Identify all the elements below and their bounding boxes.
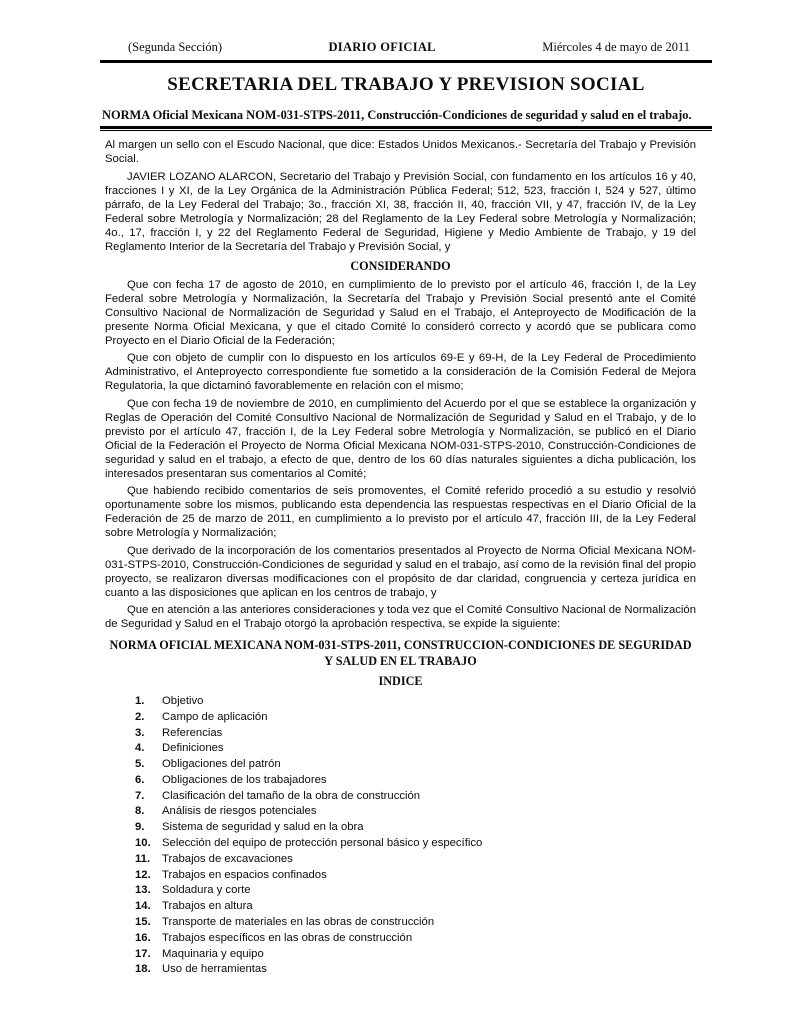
index-item-label: Referencias bbox=[162, 726, 223, 739]
index-item-number: 8. bbox=[135, 805, 145, 818]
index-item-number: 2. bbox=[135, 710, 145, 723]
index-item bbox=[135, 711, 696, 725]
masthead-date: Miércoles 4 de mayo de 2011 bbox=[542, 40, 690, 54]
index-item-label: Objetivo bbox=[162, 695, 204, 707]
index-item bbox=[135, 695, 696, 709]
index-item-number: 16. bbox=[135, 931, 151, 944]
document-body bbox=[100, 138, 712, 977]
masthead-rule bbox=[100, 60, 712, 63]
index-item-number: 7. bbox=[135, 789, 145, 802]
index-item-label: Trabajos de excavaciones bbox=[162, 852, 293, 865]
index-item-number: 6. bbox=[135, 773, 145, 786]
index-item bbox=[135, 742, 696, 756]
index-item-label: Uso de herramientas bbox=[162, 963, 267, 976]
masthead-section-label: (Segunda Sección) bbox=[128, 40, 223, 54]
index-item-label: Sistema de seguridad y salud en la obra bbox=[162, 821, 364, 834]
index-item-label: Transporte de materiales en las obras de construcción bbox=[162, 915, 435, 928]
index-item-number: 12. bbox=[135, 868, 151, 881]
index-item-number: 5. bbox=[135, 758, 145, 771]
indice-heading: INDICE bbox=[378, 674, 423, 688]
index-item-number: 1. bbox=[135, 695, 145, 707]
index-item bbox=[135, 727, 696, 741]
page-title: SECRETARIA DEL TRABAJO Y PREVISION SOCIAL bbox=[167, 74, 645, 95]
index-item-number: 3. bbox=[135, 726, 145, 739]
index-item-number: 4. bbox=[135, 742, 145, 755]
index-item-number: 13. bbox=[135, 884, 151, 897]
index-item-label: Trabajos en altura bbox=[162, 900, 253, 913]
index-item bbox=[135, 932, 696, 946]
index-item-label: Obligaciones del patrón bbox=[162, 758, 281, 771]
considerando-paragraph-5: Que derivado de la incorporación de los comentarios presentados al Proyecto de Norma Oficial Mexicana NOM-031-STPS-2010, Construcción-Condiciones de seguridad y salud en el trabajo, así como de la revisión final del propio proyecto, se realizaron diversas modificaciones con el propósito de dar claridad, congruencia y certeza jurídica en cuanto a las disposiciones que aplican en los centros de trabajo, y bbox=[105, 544, 696, 599]
norma-banner-rule bbox=[100, 126, 712, 131]
index-item bbox=[135, 963, 696, 977]
index-item-label: Obligaciones de los trabajadores bbox=[162, 773, 327, 786]
index-item bbox=[135, 837, 696, 851]
index-item bbox=[135, 774, 696, 788]
index-item bbox=[135, 900, 696, 914]
index-item-label: Maquinaria y equipo bbox=[162, 947, 264, 960]
index-item bbox=[135, 758, 696, 772]
index-item-number: 10. bbox=[135, 837, 151, 850]
index-item-number: 9. bbox=[135, 821, 145, 834]
index-item-label: Análisis de riesgos potenciales bbox=[162, 805, 317, 818]
index-item-number: 15. bbox=[135, 915, 151, 928]
index-item-number: 14. bbox=[135, 900, 151, 913]
index-item-number: 17. bbox=[135, 947, 151, 960]
index-item-label: Campo de aplicación bbox=[162, 710, 268, 723]
index-item bbox=[135, 869, 696, 883]
index-item-label: Soldadura y corte bbox=[162, 884, 251, 897]
index-item bbox=[135, 821, 696, 835]
index-list bbox=[105, 695, 696, 977]
considerando-paragraph-4: Que habiendo recibido comentarios de seis promoventes, el Comité referido procedió a su estudio y resolvió oportunamente sobre los mismos, publicando esta dependencia las respuestas respectivas en el Diario Oficial de la Federación de 25 de marzo de 2011, en cumplimiento a lo previsto por el artículo 47, fracción III, de la Ley Federal sobre Metrología y Normalización; bbox=[105, 485, 696, 539]
margin-note-paragraph: Al margen un sello con el Escudo Nacional, que dice: Estados Unidos Mexicanos.- Secretaría del Trabajo y Previsión Social. bbox=[105, 139, 696, 165]
considerando-paragraph-6: Que en atención a las anteriores consideraciones y toda vez que el Comité Consultivo Nacional de Normalización de Seguridad y Salud en el Trabajo otorgó la aprobación respectiva, se expide la siguiente: bbox=[105, 604, 696, 630]
index-item-label: Trabajos específicos en las obras de construcción bbox=[162, 931, 413, 944]
considerando-paragraph-2: Que con objeto de cumplir con lo dispuesto en los artículos 69-E y 69-H, de la Ley Federal de Procedimiento Administrativo, el Anteproyecto correspondiente fue sometido a la consideración de la Comisión Federal de Mejora Regulatoria, la que dictaminó favorablemente en relación con el mismo; bbox=[105, 352, 696, 392]
masthead bbox=[100, 40, 712, 55]
content-column bbox=[100, 40, 712, 979]
considerando-paragraph-1: Que con fecha 17 de agosto de 2010, en cumplimiento de lo previsto por el artículo 46, fracción I, de la Ley Federal sobre Metrología y Normalización, la Secretaría del Trabajo y Previsión Social presentó ante el Comité Consultivo Nacional de Normalización de Seguridad y Salud en el Trabajo, el Anteproyecto de Modificación de la presente Norma Oficial Mexicana, y que el citado Comité lo consideró correcto y acordó que se publicara como Proyecto en el Diario Oficial de la Federación; bbox=[105, 278, 696, 347]
norma-heading: NORMA OFICIAL MEXICANA NOM-031-STPS-2011, CONSTRUCCION-CONDICIONES DE SEGURIDAD Y SALUD EN EL TRABAJO bbox=[109, 638, 692, 668]
index-item bbox=[135, 805, 696, 819]
index-item-label: Selección del equipo de protección personal básico y específico bbox=[162, 837, 483, 850]
index-item-label: Clasificación del tamaño de la obra de construcción bbox=[162, 789, 421, 802]
index-item-number: 18. bbox=[135, 963, 151, 976]
considerando-heading: CONSIDERANDO bbox=[350, 258, 451, 273]
index-item bbox=[135, 884, 696, 898]
index-item-label: Definiciones bbox=[162, 742, 224, 755]
index-item-number: 11. bbox=[135, 852, 151, 865]
index-item-label: Trabajos en espacios confinados bbox=[162, 868, 327, 881]
intro-paragraph: JAVIER LOZANO ALARCON, Secretario del Trabajo y Previsión Social, con fundamento en los artículos 16 y 40, fracciones I y XI, de la Ley Orgánica de la Administración Pública Federal; 512, 523, fracción I, 524 y 527, último párrafo, de la Ley Federal del Trabajo; 3o., fracción XI, 38, fracción II, 40, fracción VII, y 47, fracción IV, de la Ley Federal sobre Metrología y Normalización; 28 del Reglamento de la Ley Federal sobre Metrología y Normalización; 4o., 17, fracción I, y 22 del Reglamento Federal de Seguridad, Higiene y Medio Ambiente de Trabajo, y 19 del Reglamento Interior de la Secretaría del Trabajo y Previsión Social, y bbox=[105, 170, 696, 253]
index-item bbox=[135, 916, 696, 930]
masthead-publication-title: DIARIO OFICIAL bbox=[328, 40, 436, 54]
index-item bbox=[135, 790, 696, 804]
considerando-paragraph-3: Que con fecha 19 de noviembre de 2010, en cumplimiento del Acuerdo por el que se establece la organización y Reglas de Operación del Comité Consultivo Nacional de Normalización de Seguridad y Salud en el Trabajo, y de lo previsto por el artículo 47, fracción I, de la Ley Federal sobre Metrología y Normalización, se publicó en el Diario Oficial de la Federación el Proyecto de Norma Oficial Mexicana NOM-031-STPS-2010, Construcción-Condiciones de seguridad y salud en el trabajo, a efecto de que, dentro de los 60 días naturales siguientes a dicha publicación, los interesados presentaran sus comentarios al Comité; bbox=[105, 397, 696, 480]
norma-banner: NORMA Oficial Mexicana NOM-031-STPS-2011, Construcción-Condiciones de seguridad y salud en el trabajo. bbox=[102, 108, 692, 122]
index-item bbox=[135, 948, 696, 962]
index-item bbox=[135, 853, 696, 867]
